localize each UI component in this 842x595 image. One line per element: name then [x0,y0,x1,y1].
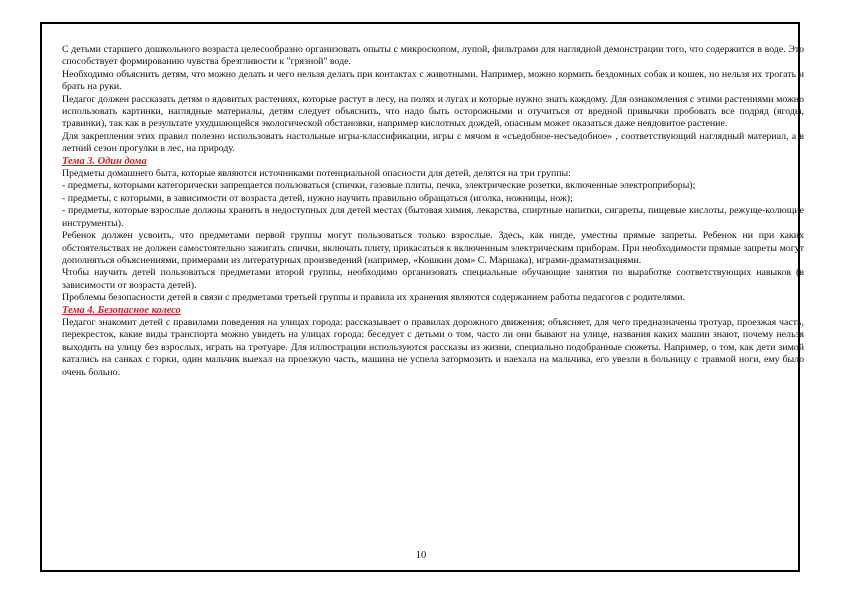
heading-topic-3: Тема 3. Один дома [62,155,147,167]
list-item-forbidden: - предметы, которыми категорически запрещается пользоваться (спички, газовые плиты, печка, электрические розетки, включенные электроприборы); [62,180,696,192]
paragraph-games: Для закрепления этих правил полезно использовать настольные игры-классификации, игры с мячом в «съедобное-несъедобное» , соответствующий наглядный материал, а в летний сезон прогулки в лес, на природу. [62,130,804,155]
paragraph-microscope: С детьми старшего дошкольного возраста целесообразно организовать опыты с микроскопом, лупой, фильтрами для наглядной демонстрации того, что содержится в воде. Это способствует формированию чувства брезгливости к "грязной" воде. [62,44,804,68]
paragraph-second-group: Чтобы научить детей пользоваться предметами второй группы, необходимо организовать специальные обучающие занятия по выработке соответствующих навыков (в зависимости от возраста детей). [62,267,804,291]
paragraph-third-group: Проблемы безопасности детей в связи с предметами третьей группы и правила их хранения являются содержанием работы педагогов с родителями. [62,292,685,304]
list-item-adults-store: - предметы, которые взрослые должны хранить в недоступных для детей местах (бытовая химия, лекарства, спиртные напитки, сигареты, пищевые кислоты, режуще-колющие инструменты). [62,205,804,229]
page-content [62,44,804,379]
paragraph-poisonous-plants: Педагог должен рассказать детям о ядовитых растениях, которые растут в лесу, на полях и лугах и которые нужно знать каждому. Для ознакомления с этими растениями можно использовать картинки, наглядные материалы, детям следует объяснить, что надо быть осторожными и отучиться от вредной привычки пробовать все подряд (ягоды, травинки), так как в результате ухудшающейся экологической обстановки, например кислотных дождей, опасным может оказаться даже неядовитое растение. [62,93,804,130]
paragraph-household-items: Предметы домашнего быта, которые являются источниками потенциальной опасности для детей, делятся на три группы: [62,168,571,180]
list-item-learn-to-use: - предметы, с которыми, в зависимости от возраста детей, нужно научить правильно обращаться (иголка, ножницы, нож); [62,192,573,204]
heading-topic-4: Тема 4. Безопасное колесо [62,304,181,316]
paragraph-animals: Необходимо объяснить детям, что можно делать и чего нельзя делать при контактах с животными. Например, можно кормить бездомных собак и кошек, но нельзя их трогать и брать на руки. [62,68,804,93]
page-number: 10 [415,550,427,561]
paragraph-street-rules: Педагог знакомит детей с правилами поведения на улицах города: рассказывает о правилах дорожного движения; объясняет, для чего предназначены тротуар, проезжая часть, перекресток, какие виды транспорта можно увидеть на улицах города: беседует с детьми о том, часто ли они бывают на улице, названия каких машин знают, почему нельзя выходить на улицу без взрослых, играть на тротуаре. Для иллюстрации используются рассказы из жизни, специально подобранные сюжеты. Например, о том, как дети зимой катались на санках с горки, один мальчик выехал на проезжую часть, машина не успела затормозить и наехала на мальчика, его увезли в больницу с травмой ноги, ему было очень больно. [62,316,804,378]
paragraph-first-group: Ребенок должен усвоить, что предметами первой группы могут пользоваться только взрослые. Здесь, как нигде, уместны прямые запреты. Ребенок ни при каких обстоятельствах не должен самостоятельно зажигать спички, включать плиту, прикасаться к включенным электрическим приборам. При необходимости прямые запреты могут дополняться объяснениями, примерами из литературных произведений (например, «Кошкин дом» С. Маршака), играми-драматизациями. [62,230,804,266]
